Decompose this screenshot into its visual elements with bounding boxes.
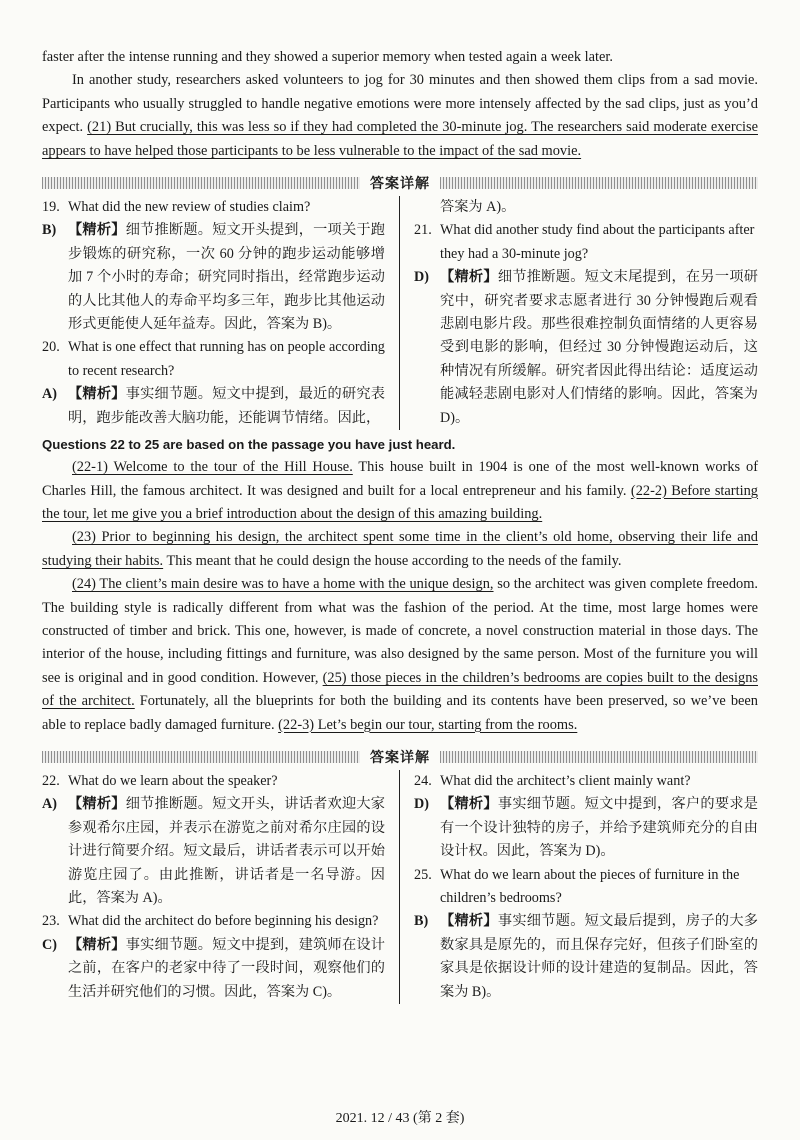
banner-hatch-right	[440, 751, 758, 763]
analysis-text: 事实细节题。短文中提到，建筑师在设计之前，在客户的老家中待了一段时间，观察他们的生活并研究他们的习惯。因此，答案为 C)。	[68, 936, 385, 1000]
underlined-answer-24: (24) The client’s main desire was to have a home with the unique design,	[72, 576, 494, 593]
analysis-text: 细节推断题。短文开头提到，一项关于跑步锻炼的研究称，一次 60 分钟的跑步运动能够增加 7 个小时的寿命；研究同时指出，经常跑步运动的人比其他人的寿命平均多三年，跑步比其他运动形式更能使人延年益寿。因此，答案为 B)。	[68, 222, 385, 333]
question-text: What is one effect that running has on people according to recent research?	[68, 339, 385, 379]
answer-22	[42, 793, 385, 910]
question-text: What do we learn about the speaker?	[68, 772, 278, 789]
page-footer: 2021. 12 / 43 (第 2 套)	[335, 1111, 465, 1126]
answer-letter: D)	[414, 269, 429, 286]
underlined-answer-23: (23) Prior to beginning his design, the architect spent some time in the client’s old home, observing their life and studying their habits.	[42, 529, 758, 569]
banner-title: 答案详解	[370, 176, 430, 193]
analysis-text: 细节推断题。短文末尾提到，在另一项研究中，研究者要求志愿者进行 30 分钟慢跑后观看悲剧电影片段。那些很难控制负面情绪的人更容易受到电影的影响，但经过 30 分钟慢跑运动后，这种情况有所缓解。研究者因此得出结论：适度运动能减轻悲剧电影对人们情绪的影响。因此，答案为 D)。	[440, 269, 758, 426]
analysis-tag: 【精析】	[68, 222, 126, 239]
answers-left-column	[42, 770, 400, 1004]
passage-line: faster after the intense running and they showed a superior memory when tested again a week later.	[42, 49, 614, 65]
passage-text: so the architect was given complete freedom. The building style is radically different from what was the fashion of the period. At the time, most large homes were constructed of timber and brick. This one, however, is made of concrete, a novel construction material in those days. The interior of the house, including fittings and furniture, was also designed by the same person. Most of the furniture you will see is original and in good condition. However,	[42, 576, 758, 686]
question-number: 20.	[42, 339, 60, 356]
underlined-answer-22-2: (22-2) Before starting the tour, let me give you a brief introduction about the design of this amazing building.	[42, 482, 758, 522]
answer-20-continued: 答案为 A)。	[440, 199, 516, 216]
question-number: 22.	[42, 772, 60, 789]
passage-paragraph	[42, 69, 758, 163]
analysis-tag: 【精析】	[440, 913, 498, 930]
question-21	[414, 219, 758, 266]
question-19	[42, 196, 385, 219]
answer-20	[42, 383, 385, 430]
answer-21	[414, 266, 758, 430]
question-22	[42, 770, 385, 793]
question-number: 23.	[42, 913, 60, 930]
answers-left-column	[42, 196, 400, 430]
answer-letter: A)	[42, 386, 57, 403]
analysis-tag: 【精析】	[68, 386, 126, 403]
answers-block-1	[42, 196, 758, 430]
question-text: What did the architect do before beginning his design?	[68, 913, 379, 930]
analysis-tag: 【精析】	[440, 269, 498, 286]
passage-paragraph	[42, 526, 758, 573]
underlined-answer-22-3: (22-3) Let’s begin our tour, starting from the rooms.	[278, 716, 578, 733]
answers-right-column	[400, 196, 758, 430]
passage-text: Fortunately, all the blueprints for both the building and its contents have been preserved, so we’ve been able to replace badly damaged furniture.	[42, 693, 758, 733]
underlined-answer-21: (21) But crucially, this was less so if they had completed the 30-minute jog. The researchers said moderate exercise appears to have helped those participants to be less vulnerable to the impact of the sad movie.	[42, 119, 758, 159]
answer-section-banner	[42, 746, 758, 768]
answer-23	[42, 934, 385, 1004]
underlined-answer-22-1: (22-1) Welcome to the tour of the Hill House.	[72, 459, 353, 476]
question-text: What did the new review of studies claim?	[68, 199, 311, 216]
question-number: 24.	[414, 772, 432, 789]
question-25	[414, 864, 758, 911]
question-24	[414, 770, 758, 793]
question-text: What do we learn about the pieces of furniture in the children’s bedrooms?	[440, 866, 740, 906]
answers-block-2	[42, 770, 758, 1004]
underlined-answer-25: (25) those pieces in the children’s bedrooms are copies built to the designs of the architect.	[42, 669, 758, 710]
banner-title: 答案详解	[370, 749, 430, 766]
answer-25	[414, 910, 758, 1004]
question-23	[42, 910, 385, 933]
analysis-text: 事实细节题。短文中提到，客户的要求是有一个设计独特的房子，并给予建筑师充分的自由设计权。因此，答案为 D)。	[440, 796, 758, 860]
question-text: What did another study find about the participants after they had a 30-minute jog?	[440, 222, 755, 262]
analysis-tag: 【精析】	[68, 796, 126, 813]
answer-letter: B)	[414, 913, 429, 930]
analysis-text: 事实细节题。短文中提到，最近的研究表明，跑步能改善大脑功能，还能调节情绪。因此，	[68, 386, 385, 426]
document-page	[42, 46, 758, 1004]
answer-letter: B)	[42, 222, 57, 239]
answer-19	[42, 219, 385, 336]
question-20	[42, 336, 385, 383]
question-number: 21.	[414, 222, 432, 239]
passage-text: This house built in 1904 is one of the most well-known works of Charles Hill, the famous architect. It was designed and built for a local entrepreneur and his family.	[42, 459, 758, 499]
answer-letter: D)	[414, 796, 429, 813]
passage-text: In another study, researchers asked volunteers to jog for 30 minutes and then showed them clips from a sad movie. Participants who usually struggled to handle negative emotions were more intensely affected by the sad clips, just as you’d expect.	[42, 72, 758, 136]
passage-paragraph	[42, 456, 758, 526]
question-number: 19.	[42, 199, 60, 216]
analysis-text: 细节推断题。短文开头，讲话者欢迎大家参观希尔庄园，并表示在游览之前对希尔庄园的设计进行简要介绍。短文最后，讲话者表示可以开始游览庄园了。由此推断，讲话者是一名导游。因此，答案为 A)。	[68, 796, 385, 906]
answer-24	[414, 793, 758, 863]
answers-right-column	[400, 770, 758, 1004]
section-heading: Questions 22 to 25 are based on the passage you have just heard.	[42, 437, 456, 453]
answer-section-banner	[42, 172, 758, 194]
answer-letter: A)	[42, 796, 57, 813]
analysis-tag: 【精析】	[68, 936, 126, 953]
banner-hatch-left	[42, 751, 360, 763]
analysis-text: 事实细节题。短文最后提到，房子的大多数家具是原先的，而且保存完好，但孩子们卧室的家具是依据设计师的设计建造的复制品。因此，答案为 B)。	[440, 913, 758, 1000]
passage-paragraph	[42, 573, 758, 737]
question-text: What did the architect’s client mainly want?	[440, 772, 691, 789]
banner-hatch-left	[42, 177, 360, 189]
analysis-tag: 【精析】	[440, 796, 498, 813]
banner-hatch-right	[440, 177, 758, 189]
question-number: 25.	[414, 866, 432, 883]
passage-text: This meant that he could design the house according to the needs of the family.	[163, 552, 622, 569]
answer-letter: C)	[42, 936, 57, 953]
